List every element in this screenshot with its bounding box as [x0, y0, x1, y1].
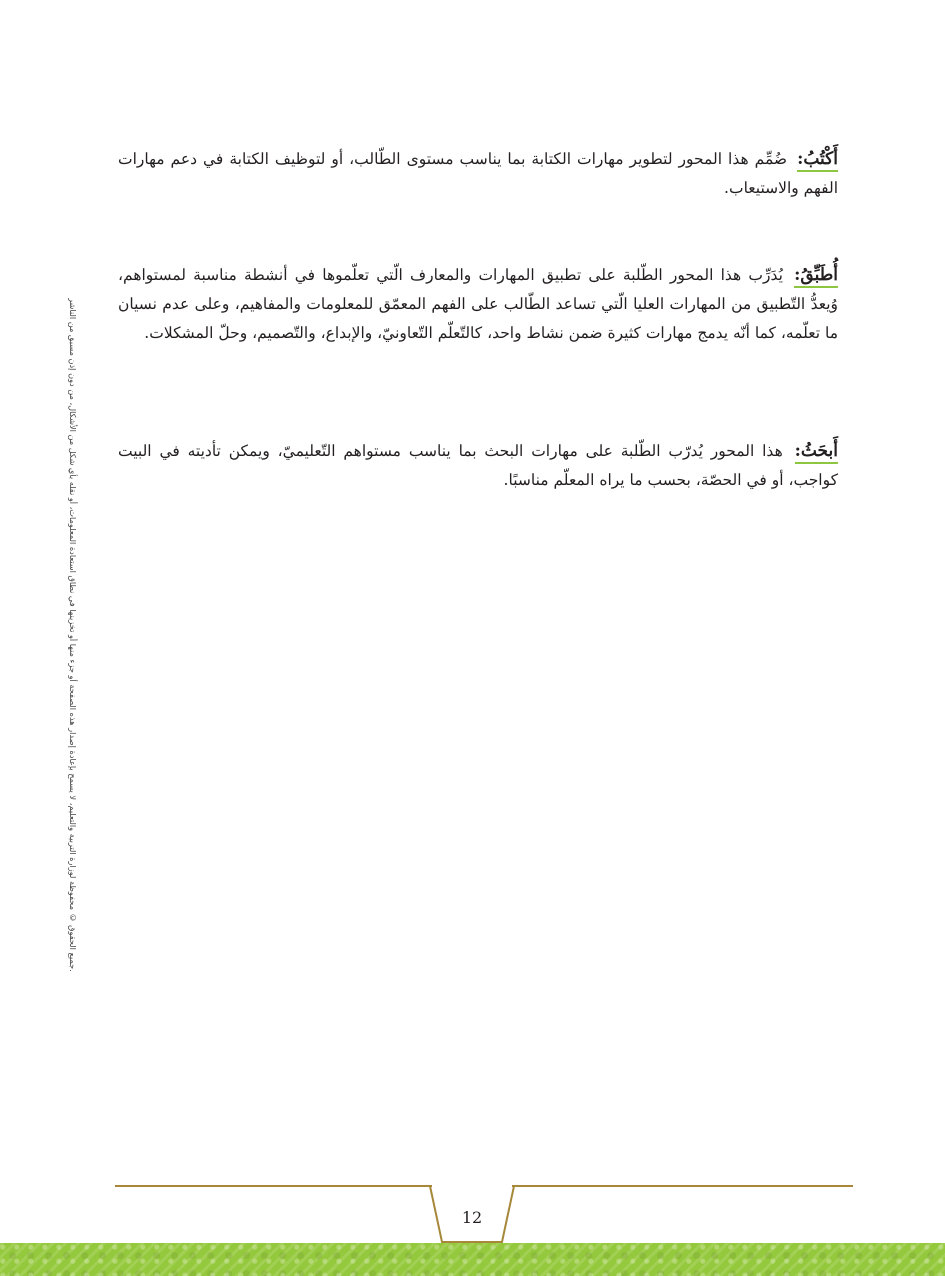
- section-heading-write: أَكْتُبُ:: [797, 149, 838, 172]
- section-apply: [118, 261, 838, 348]
- footer-rule-right: [512, 1185, 853, 1187]
- decorative-bottom-band: [0, 1243, 945, 1276]
- section-heading-research: أَبحَثُ:: [795, 441, 838, 464]
- page-number: 12: [461, 1208, 483, 1227]
- section-research: [118, 437, 838, 495]
- section-text-apply: يُدَرِّب هذا المحور الطّلبة على تطبيق المهارات والمعارف الّتي تعلّموها في أنشطة مناسبة لمستواهم، وُيعدُّ التّطبيق من المهارات العليا الّتي تساعد الطّالب على الفهم المعمّق للمعلومات والمفاهيم، وعلى عدم نسيان ما تعلّمه، كما أنّه يدمج مهارات كثيرة ضمن نشاط واحد، كالتّعلّم التّعاونيّ، والإبداع، والتّصميم، وحلّ المشكلات.: [118, 266, 838, 342]
- copyright-note: جميع الحقوق © محفوظة لوزارة التربية والتعليم، لا يسمح بإعادة إصدار هذه الصفحة أو جزء منها أو تخزينها في نطاق استعادة المعلومات، أو نقله بأي شكل من الأشكال، من دون إذن مسبق من الناشر.: [68, 298, 78, 972]
- section-text-write: ضُمِّم هذا المحور لتطوير مهارات الكتابة بما يناسب مستوى الطّالب، أو لتوظيف الكتابة في دعم مهارات الفهم والاستيعاب.: [118, 150, 838, 197]
- section-write: [118, 145, 838, 203]
- footer-rule-left: [115, 1185, 432, 1187]
- section-heading-apply: أُطَبِّقُ:: [794, 265, 838, 288]
- section-text-research: هذا المحور يُدرّب الطّلبة على مهارات البحث بما يناسب مستواهم التّعليميّ، ويمكن تأديته في البيت كواجب، أو في الحصّة، بحسب ما يراه المعلّم مناسبًا.: [118, 442, 838, 489]
